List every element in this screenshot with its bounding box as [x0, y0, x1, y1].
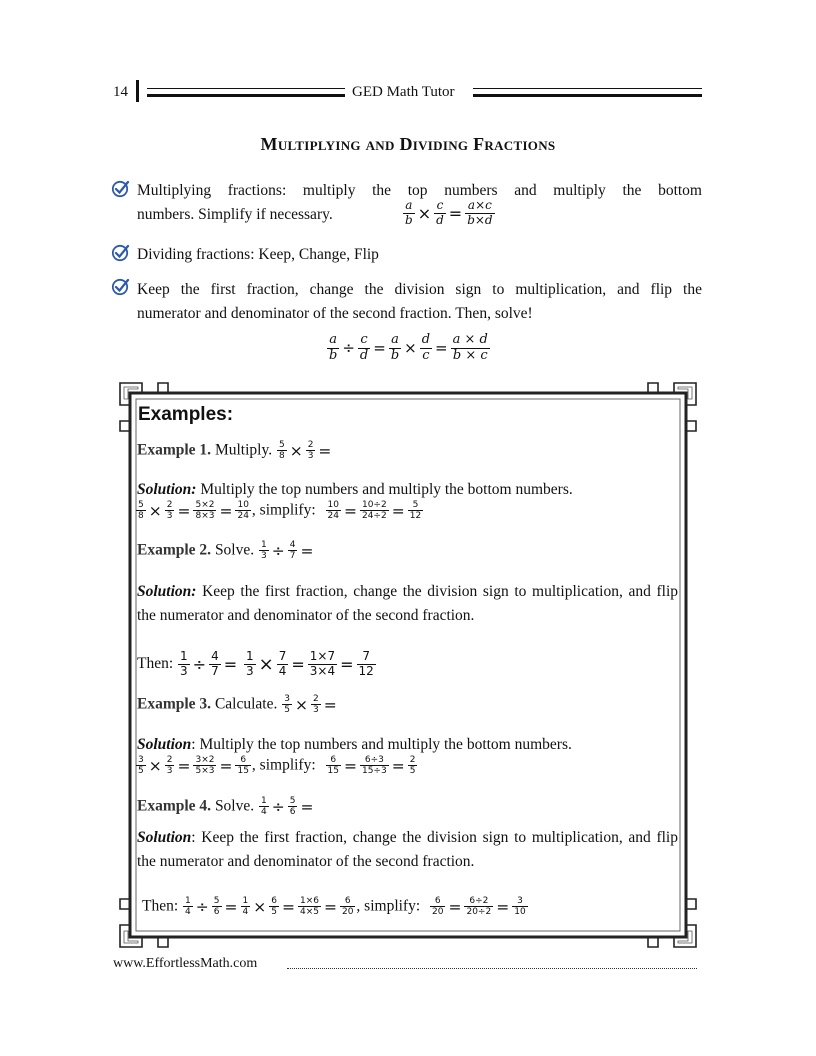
header-divider: [136, 80, 139, 102]
footer-rule: [287, 968, 697, 969]
solution-3-work: $\frac{3}{5}$ × $\frac{2}{3}$ = $\frac{3\times 2}{5\times 3}$ = $\frac{6}{15}$ , simplify: $\frac{6}{15}$ = $\frac{6\div 3}{15\div 3}$ = $\frac{2}{5}$: [138, 755, 416, 777]
solution-4-work: Then: $\frac{1}{4}$ ÷ $\frac{5}{6}$ = $\frac{1}{4}$ × $\frac{6}{5}$ = $\frac{1\times 6}{4\times 5}$ = $\frac{6}{20}$ , simplify: $\frac{6}{20}$ = $\frac{6\div 2}{20\div 2}$ = $\frac{3}{10}$: [142, 896, 526, 918]
checkmark-bullet-icon: [112, 244, 130, 262]
multiply-formula: $\frac{a}{b}$ × $\frac{c}{d}$ = $\frac{a\times c}{b\times d}$: [405, 198, 493, 227]
fraction: $\frac{a\times c}{b\times d}$: [467, 198, 493, 227]
fraction: $\frac{a}{b}$: [390, 332, 400, 363]
bullet-text: numbers. Simplify if necessary.: [137, 206, 333, 223]
header-rule-right: [473, 88, 702, 97]
fraction: $\frac{a \times d}{b \times c}$: [452, 332, 488, 363]
checkmark-bullet-icon: [112, 180, 130, 198]
solution-4-text: Solution: Keep the first fraction, change the division sign to multiplication, and flip the numerator and denominator of the second fraction.: [137, 829, 678, 870]
bullet-text: numerator and denominator of the second fraction. Then, solve!: [137, 305, 533, 322]
solution-2-work: Then: $\frac{1}{3}$ ÷ $\frac{4}{7}$ = $\frac{1}{3}$ × $\frac{7}{4}$ = $\frac{1\times 7}{3\times 4}$ = $\frac{7}{12}$: [137, 649, 374, 678]
header-rule-left: [147, 88, 345, 97]
examples-heading: Examples:: [138, 404, 234, 425]
fraction: $\frac{a}{b}$: [329, 332, 338, 363]
fraction: $\frac{a}{b}$: [405, 198, 413, 227]
solution-1-text: Solution: Multiply the top numbers and multiply the bottom numbers.: [137, 481, 573, 498]
divide-formula: $\frac{a}{b}$ ÷ $\frac{c}{d}$ = $\frac{a}{b}$ × $\frac{d}{c}$ = $\frac{a \times d}{b \times c}$: [329, 332, 488, 363]
example-2: Example 2. Solve. $\frac{1}{3}$ ÷ $\frac{4}{7}$ =: [137, 540, 314, 562]
solution-1-work: $\frac{5}{8}$ × $\frac{2}{3}$ = $\frac{5\times 2}{8\times 3}$ = $\frac{10}{24}$ , simplify: $\frac{10}{24}$ = $\frac{10\div 2}{24\div 2}$ = $\frac{5}{12}$: [138, 500, 422, 522]
example-1: Example 1. Multiply. $\frac{5}{8}$ × $\frac{2}{3}$ =: [137, 440, 332, 462]
section-title: Multiplying and Dividing Fractions: [260, 134, 556, 154]
running-title: GED Math Tutor: [352, 84, 455, 100]
page-number: 14: [113, 84, 128, 100]
checkmark-bullet-icon: [112, 278, 130, 296]
solution-3-text: Solution: Multiply the top numbers and multiply the bottom numbers.: [137, 736, 572, 753]
example-3: Example 3. Calculate. $\frac{3}{5}$ × $\frac{2}{3}$ =: [137, 694, 337, 716]
footer-url[interactable]: www.EffortlessMath.com: [113, 956, 258, 971]
bullet-text: Multiplying fractions: multiply the top numbers and multiply the bottom: [137, 182, 702, 199]
fraction: $\frac{d}{c}$: [421, 332, 431, 363]
solution-2-text: Solution: Keep the first fraction, change the division sign to multiplication, and flip the numerator and denominator of the second fraction.: [137, 583, 678, 624]
fraction: $\frac{c}{d}$: [436, 198, 444, 227]
bullet-text: Dividing fractions: Keep, Change, Flip: [137, 246, 379, 263]
example-4: Example 4. Solve. $\frac{1}{4}$ ÷ $\frac{5}{6}$ =: [137, 796, 314, 818]
fraction: $\frac{c}{d}$: [359, 332, 369, 363]
bullet-text: Keep the first fraction, change the division sign to multiplication, and flip the: [137, 281, 702, 298]
